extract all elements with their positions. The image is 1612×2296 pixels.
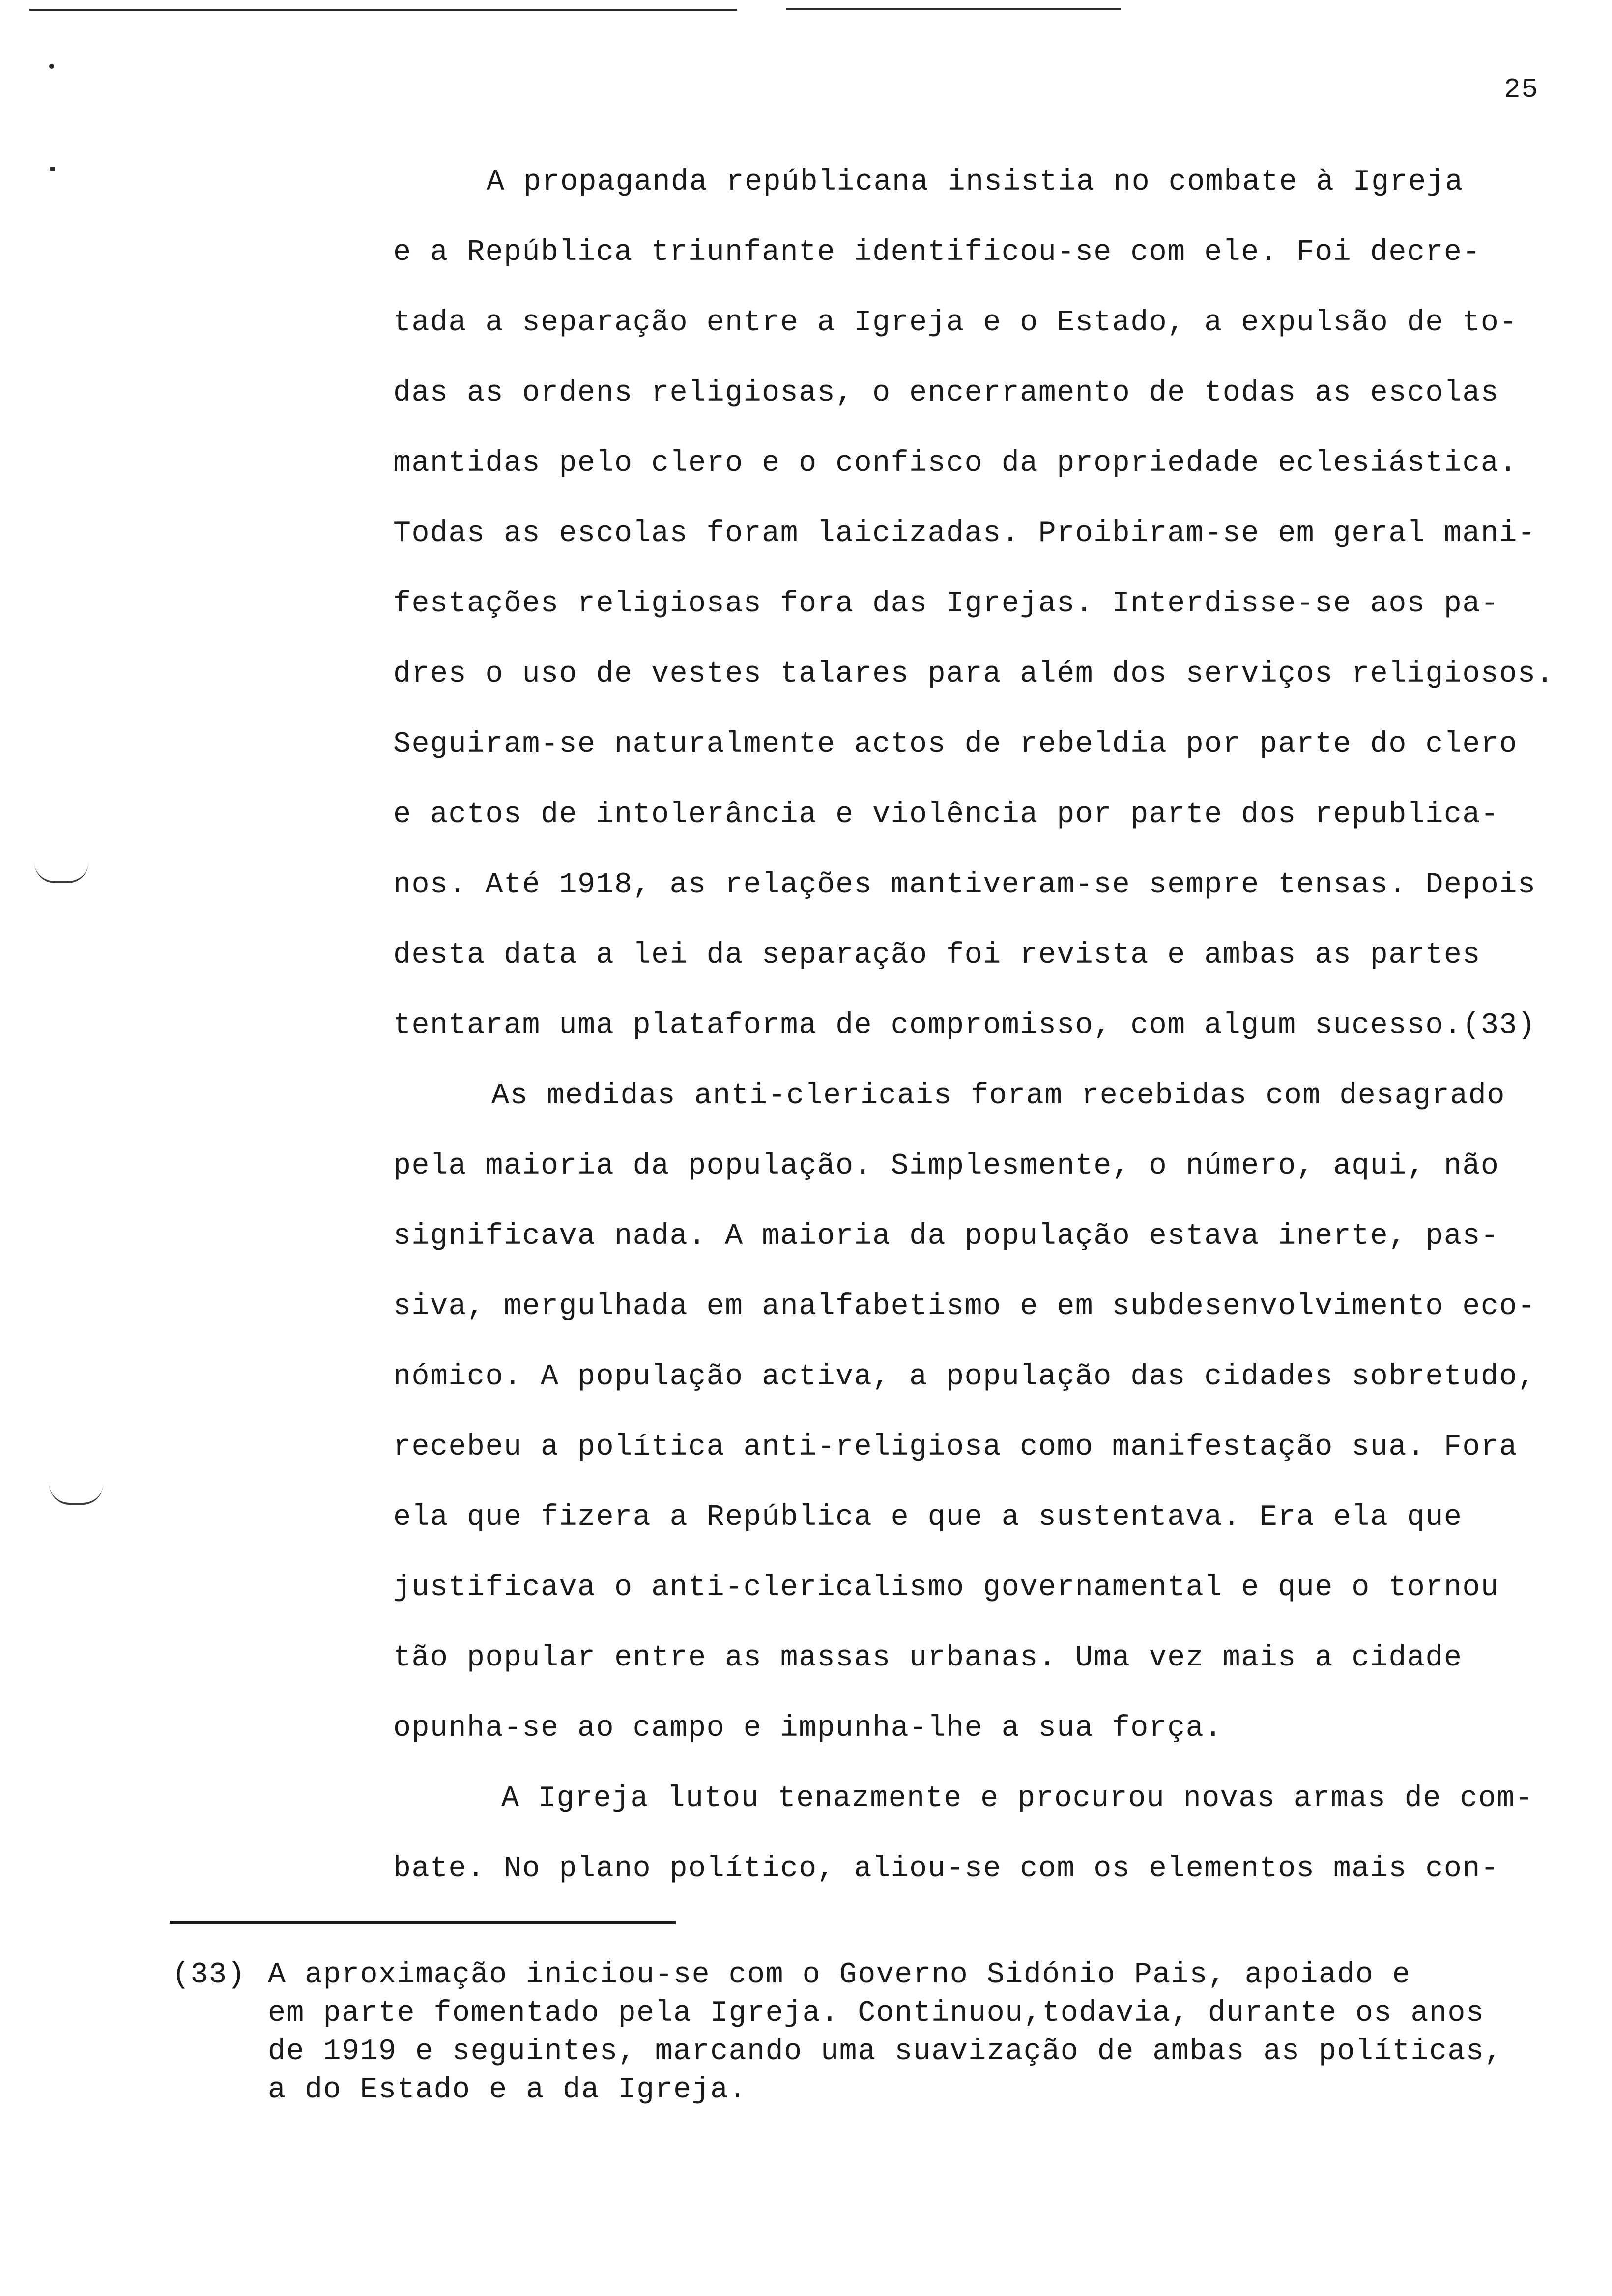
- text-line: opunha-se ao campo e impunha-lhe a sua força.: [393, 1712, 1223, 1745]
- top-rule-left: [29, 9, 737, 11]
- text-line: ela que fizera a República e que a sustentava. Era ela que: [393, 1501, 1463, 1534]
- footnote-text: em parte fomentado pela Igreja. Continuou,todavia, durante os anos: [268, 1997, 1485, 2030]
- footnote-33: [172, 1956, 1597, 2109]
- binding-hole-mark: [34, 862, 88, 883]
- text-line: festações religiosas fora das Igrejas. Interdisse-se aos pa-: [393, 587, 1499, 621]
- text-line: recebeu a política anti-religiosa como manifestação sua. Fora: [393, 1431, 1518, 1464]
- text-line: tentaram uma plataforma de compromisso, com algum sucesso.(33): [393, 1009, 1536, 1042]
- text-line: bate. No plano político, aliou-se com os elementos mais con-: [393, 1852, 1499, 1886]
- footnote-separator: [170, 1921, 676, 1924]
- text-line: As medidas anti-clericais foram recebidas com desagrado: [491, 1079, 1505, 1113]
- page-number: 25: [1504, 74, 1539, 105]
- text-line: A Igreja lutou tenazmente e procurou novas armas de com-: [501, 1782, 1534, 1815]
- text-line: desta data a lei da separação foi revista e ambas as partes: [393, 939, 1481, 972]
- text-line: nos. Até 1918, as relações mantiveram-se sempre tensas. Depois: [393, 868, 1536, 902]
- text-line: e a República triunfante identificou-se com ele. Foi decre-: [393, 236, 1481, 269]
- body-text: [393, 147, 1602, 1904]
- binding-hole-mark: [49, 1484, 103, 1505]
- text-line: A propaganda repúblicana insistia no combate à Igreja: [487, 166, 1464, 199]
- margin-speck: [49, 64, 54, 69]
- footnote-text: a do Estado e a da Igreja.: [268, 2073, 748, 2107]
- text-line: tada a separação entre a Igreja e o Estado, a expulsão de to-: [393, 306, 1518, 340]
- text-line: justificava o anti-clericalismo governamental e que o tornou: [393, 1571, 1499, 1605]
- top-rule-right: [786, 8, 1121, 10]
- text-line: tão popular entre as massas urbanas. Uma vez mais a cidade: [393, 1641, 1463, 1675]
- text-line: das as ordens religiosas, o encerramento de todas as escolas: [393, 376, 1499, 410]
- footnote-first-line: [172, 1956, 1597, 1994]
- text-line: e actos de intolerância e violência por parte dos republica-: [393, 798, 1499, 832]
- text-line: significava nada. A maioria da população estava inerte, pas-: [393, 1220, 1499, 1253]
- text-line: mantidas pelo clero e o confisco da propriedade eclesiástica.: [393, 447, 1518, 480]
- text-line: siva, mergulhada em analfabetismo e em subdesenvolvimento eco-: [393, 1290, 1536, 1323]
- text-line: nómico. A população activa, a população das cidades sobretudo,: [393, 1360, 1536, 1394]
- footnote-marker: (33): [172, 1958, 246, 1992]
- text-line: dres o uso de vestes talares para além dos serviços religiosos.: [393, 658, 1554, 691]
- footnote-text: A aproximação iniciou-se com o Governo Sidónio Pais, apoiado e: [268, 1958, 1411, 1992]
- footnote-text: de 1919 e seguintes, marcando uma suavização de ambas as políticas,: [268, 2035, 1503, 2068]
- text-line: pela maioria da população. Simplesmente, o número, aqui, não: [393, 1149, 1499, 1183]
- text-line: Todas as escolas foram laicizadas. Proibiram-se em geral mani-: [393, 517, 1536, 550]
- text-line: Seguiram-se naturalmente actos de rebeldia por parte do clero: [393, 728, 1518, 761]
- margin-speck: [50, 167, 55, 171]
